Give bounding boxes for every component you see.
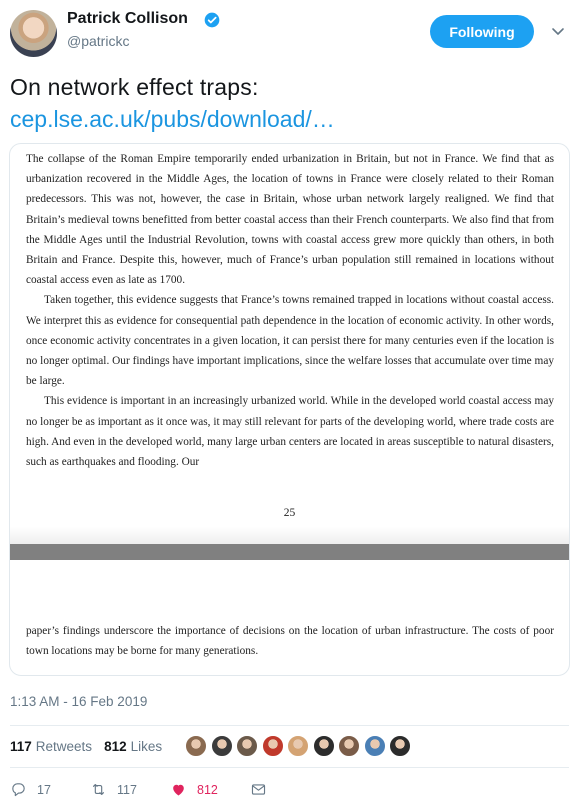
message-icon xyxy=(250,781,267,798)
likes-count: 812 xyxy=(104,738,127,754)
liker-avatar[interactable] xyxy=(364,735,386,757)
tweet-text: On network effect traps: xyxy=(10,74,259,100)
heart-icon xyxy=(170,781,187,798)
likes-stat[interactable] xyxy=(104,739,162,754)
liker-avatar[interactable] xyxy=(338,735,360,757)
document-paragraph: This evidence is important in an increasingly urbanized world. While in the developed world coastal access may no longer be as important as it once was, it may still relevant for parts of the developing world, where trade costs are high. And even in the developed world, many large urban centers are located in areas susceptible to natural disasters, such as earthquakes and flooding. Our xyxy=(26,395,554,469)
liker-avatar[interactable] xyxy=(262,735,284,757)
retweet-count: 117 xyxy=(117,782,137,797)
liker-avatars xyxy=(185,735,415,757)
page-shadow xyxy=(10,527,569,544)
reply-icon xyxy=(10,781,27,798)
page-separator xyxy=(10,544,569,560)
like-count: 812 xyxy=(197,782,218,797)
document-paragraph: paper’s findings underscore the importance of decisions on the location of urban infrastructure. The costs of poor town locations may be borne for many generations. xyxy=(26,625,554,658)
divider xyxy=(10,725,569,726)
following-button[interactable]: Following xyxy=(430,15,534,48)
liker-avatar[interactable] xyxy=(389,735,411,757)
liker-avatar[interactable] xyxy=(236,735,258,757)
direct-message-button[interactable] xyxy=(250,781,277,798)
reply-count: 17 xyxy=(37,782,51,797)
likes-label: Likes xyxy=(130,738,163,754)
retweet-icon xyxy=(90,781,107,798)
tweet-image[interactable] xyxy=(9,143,570,676)
retweet-button[interactable] xyxy=(90,781,137,798)
tweet-link[interactable]: cep.lse.ac.uk/pubs/download/… xyxy=(10,106,335,132)
tweet-actions xyxy=(10,781,310,805)
liker-avatar[interactable] xyxy=(211,735,233,757)
document-text xyxy=(26,149,554,472)
retweets-count: 117 xyxy=(10,738,32,754)
document-paragraph: The collapse of the Roman Empire temporarily ended urbanization in Britain, but not in France. We find that as urbanization recovered in the Middle Ages, the location of towns in France were closely related to their Roman predecessors. This was not, however, the case in Britain, whose urban network largely realigned. We find that Britain’s medieval towns benefitted from better coastal access than their French counterparts. We also find that from the Middle Ages until the Industrial Revolution, towns with coastal access grew more quickly than others, in both Britain and France. Despite this, however, much of France’s urban population still remained in locations without coastal access even as late as 1700. xyxy=(26,153,554,287)
retweets-stat[interactable] xyxy=(10,739,92,754)
document-paragraph: Taken together, this evidence suggests that France’s towns remained trapped in locations without coastal access. We interpret this as evidence for consequential path dependence in the location of economic activity. In other words, once economic activity concentrates in a given location, it can persist there for many centuries even if the location is no longer optimal. Our findings have important implications, since the welfare losses that accumulate over time may be large. xyxy=(26,294,554,388)
tweet-header xyxy=(10,6,569,56)
tweet-stats xyxy=(10,730,174,762)
author-handle[interactable]: @patrickc xyxy=(67,33,130,49)
verified-badge-icon xyxy=(204,12,220,28)
tweet-timestamp[interactable]: 1:13 AM - 16 Feb 2019 xyxy=(10,694,148,709)
chevron-down-icon[interactable] xyxy=(550,23,566,39)
like-button[interactable] xyxy=(170,781,218,798)
liker-avatar[interactable] xyxy=(185,735,207,757)
document-text-continued xyxy=(26,621,554,661)
avatar[interactable] xyxy=(10,10,57,57)
divider xyxy=(10,767,569,768)
reply-button[interactable] xyxy=(10,781,51,798)
author-name[interactable]: Patrick Collison xyxy=(67,10,188,27)
liker-avatar[interactable] xyxy=(287,735,309,757)
retweets-label: Retweets xyxy=(35,738,93,754)
page-number: 25 xyxy=(283,507,296,519)
liker-avatar[interactable] xyxy=(313,735,335,757)
